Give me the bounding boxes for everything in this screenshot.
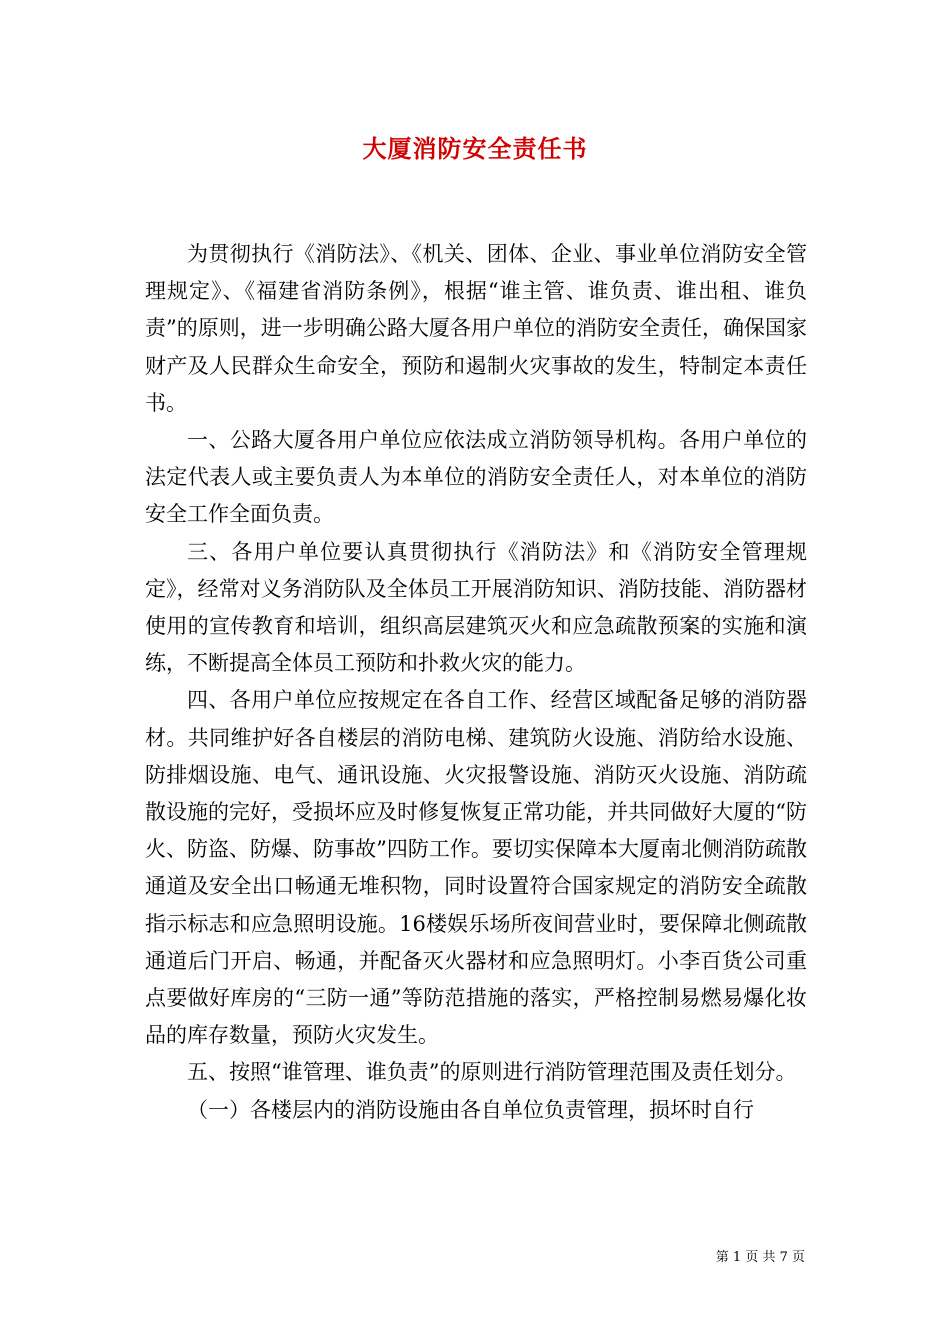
paragraph-section-3: 三、各用户单位要认真贯彻执行《消防法》和《消防安全管理规定》，经常对义务消防队及全体员工开展消防知识、消防技能、消防器材使用的宣传教育和培训，组织高层建筑灭火和应急疏散预案的实施和演练，不断提高全体员工预防和扑救火灾的能力。: [145, 539, 807, 676]
paragraph-section-4: 四、各用户单位应按规定在各自工作、经营区域配备足够的消防器材。共同维护好各自楼层的消防电梯、建筑防火设施、消防给水设施、防排烟设施、电气、通讯设施、火灾报警设施、消防灭火设施、消防疏散设施的完好，受损坏应及时修复恢复正常功能，并共同做好大厦的“防火、防盗、防爆、防事故”四防工作。要切实保障本大厦南北侧消防疏散通道及安全出口畅通无堆积物，同时设置符合国家规定的消防安全疏散指示标志和应急照明设施。16楼娱乐场所夜间营业时，要保障北侧疏散通道后门开启、畅通，并配备灭火器材和应急照明灯。小李百货公司重点要做好库房的“三防一通”等防范措施的落实，严格控制易燃易爆化妆品的库存数量，预防火灾发生。: [145, 688, 807, 1048]
document-title: 大厦消防安全责任书: [362, 134, 588, 163]
paragraph-subsection-1: （一）各楼层内的消防设施由各自单位负责管理，损坏时自行: [187, 1097, 754, 1122]
page-number-footer: 第 1 页 共 7 页: [715, 1250, 805, 1265]
paragraph-preamble: 为贯彻执行《消防法》、《机关、团体、企业、事业单位消防安全管理规定》、《福建省消防条例》，根据“谁主管、谁负责、谁出租、谁负责”的原则，进一步明确公路大厦各用户单位的消防安全责任，确保国家财产及人民群众生命安全，预防和遏制火灾事故的发生，特制定本责任书。: [145, 242, 807, 415]
paragraph-section-5: 五、按照“谁管理、谁负责”的原则进行消防管理范围及责任划分。: [187, 1060, 797, 1085]
paragraph-section-1: 一、公路大厦各用户单位应依法成立消防领导机构。各用户单位的法定代表人或主要负责人为本单位的消防安全责任人，对本单位的消防安全工作全面负责。: [145, 428, 807, 527]
document-body: [145, 236, 807, 1129]
